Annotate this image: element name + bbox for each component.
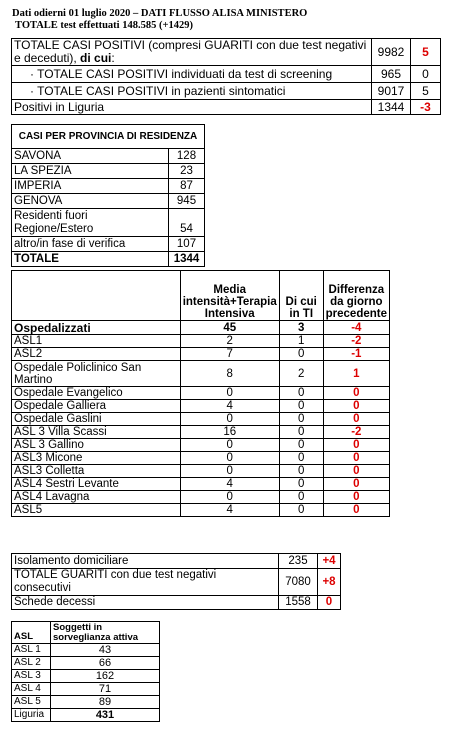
hospital-ti: 2 (279, 361, 323, 387)
surveillance-value: 43 (51, 644, 160, 657)
hospital-row (12, 452, 390, 465)
summary-delta: 5 (411, 83, 441, 100)
province-value: 945 (169, 194, 205, 209)
hospital-row (12, 426, 390, 439)
summary-label: Positivi in Liguria (12, 100, 372, 115)
summary-row (12, 100, 441, 115)
province-table (11, 124, 205, 267)
hospital-media: 0 (180, 413, 279, 426)
surveillance-value: 71 (51, 683, 160, 696)
isolation-table (11, 553, 341, 610)
report-date-title: Dati odierni 01 luglio 2020 – DATI FLUSSO ALISA MINISTERO (12, 8, 308, 19)
hospital-diff: 0 (323, 478, 389, 491)
province-name: IMPERIA (12, 179, 169, 194)
surveillance-row (12, 644, 160, 657)
hospital-diff: -1 (323, 348, 389, 361)
surveillance-asl: ASL 4 (12, 683, 51, 696)
surveillance-row (12, 696, 160, 709)
province-value: 87 (169, 179, 205, 194)
hospital-diff: 0 (323, 504, 389, 517)
hospital-row (12, 439, 390, 452)
surveillance-total-label: Liguria (12, 709, 51, 722)
hospital-diff: 0 (323, 439, 389, 452)
hospital-diff: 0 (323, 387, 389, 400)
hospital-media: 0 (180, 387, 279, 400)
hospital-media: 2 (180, 335, 279, 348)
hospital-diff: 1 (323, 361, 389, 387)
hospital-header-media: Media intensità+Terapia Intensiva (180, 271, 279, 321)
province-value: 107 (169, 237, 205, 252)
hospital-ti: 0 (279, 504, 323, 517)
summary-value: 965 (372, 66, 411, 83)
hospital-media: 7 (180, 348, 279, 361)
summary-label: · TOTALE CASI POSITIVI in pazienti sintomatici (12, 83, 372, 100)
isolation-value: 235 (279, 554, 318, 569)
province-value: 54 (169, 209, 205, 237)
hospital-media: 0 (180, 491, 279, 504)
hospital-ti: 1 (279, 335, 323, 348)
hospital-media: 0 (180, 439, 279, 452)
isolation-label: TOTALE GUARITI con due test negativi consecutivi (12, 569, 279, 596)
hospital-row (12, 478, 390, 491)
surveillance-asl: ASL 3 (12, 670, 51, 683)
hospital-total-ti: 3 (279, 321, 323, 335)
hospital-table (11, 270, 390, 517)
summary-row (12, 39, 441, 66)
summary-delta: 0 (411, 66, 441, 83)
hospital-name: Ospedale Policlinico San Martino (12, 361, 181, 387)
hospital-media: 16 (180, 426, 279, 439)
hospital-row (12, 465, 390, 478)
hospital-ti: 0 (279, 348, 323, 361)
hospital-name: ASL3 Micone (12, 452, 181, 465)
summary-label: TOTALE CASI POSITIVI (compresi GUARITI con due test negativi e deceduti), di cui: (12, 39, 372, 66)
hospital-row (12, 348, 390, 361)
province-name: LA SPEZIA (12, 164, 169, 179)
hospital-media: 0 (180, 465, 279, 478)
hospital-header-diff: Differenza da giorno precedente (323, 271, 389, 321)
surveillance-asl: ASL 5 (12, 696, 51, 709)
summary-row (12, 66, 441, 83)
hospital-diff: 0 (323, 413, 389, 426)
hospital-ti: 0 (279, 439, 323, 452)
surveillance-value: 162 (51, 670, 160, 683)
hospital-name: ASL4 Sestri Levante (12, 478, 181, 491)
isolation-label: Isolamento domiciliare (12, 554, 279, 569)
isolation-value: 7080 (279, 569, 318, 596)
surveillance-header-asl: ASL (12, 622, 51, 644)
surveillance-header-value: Soggetti in sorveglianza attiva (51, 622, 160, 644)
hospital-total-diff: -4 (323, 321, 389, 335)
hospital-ti: 0 (279, 465, 323, 478)
province-total-label: TOTALE (12, 252, 169, 267)
surveillance-total-value: 431 (51, 709, 160, 722)
hospital-name: ASL 3 Villa Scassi (12, 426, 181, 439)
province-name: altro/in fase di verifica (12, 237, 169, 252)
hospital-ti: 0 (279, 478, 323, 491)
hospital-diff: 0 (323, 491, 389, 504)
hospital-diff: 0 (323, 465, 389, 478)
hospital-ti: 0 (279, 413, 323, 426)
hospital-name: ASL3 Colletta (12, 465, 181, 478)
summary-row (12, 83, 441, 100)
summary-label: · TOTALE CASI POSITIVI individuati da test di screening (12, 66, 372, 83)
tests-total: TOTALE test effettuati 148.585 (+1429) (15, 20, 193, 31)
hospital-media: 4 (180, 478, 279, 491)
hospital-name: ASL4 Lavagna (12, 491, 181, 504)
province-name: SAVONA (12, 149, 169, 164)
surveillance-table (11, 621, 160, 722)
hospital-media: 8 (180, 361, 279, 387)
surveillance-row (12, 670, 160, 683)
hospital-total-name: Ospedalizzati (12, 321, 181, 335)
summary-value: 1344 (372, 100, 411, 115)
summary-value: 9017 (372, 83, 411, 100)
hospital-diff: -2 (323, 335, 389, 348)
province-name: Residenti fuori Regione/Estero (12, 209, 169, 237)
hospital-name: ASL 3 Gallino (12, 439, 181, 452)
surveillance-asl: ASL 1 (12, 644, 51, 657)
hospital-ti: 0 (279, 387, 323, 400)
isolation-label: Schede decessi (12, 596, 279, 610)
hospital-name: Ospedale Evangelico (12, 387, 181, 400)
isolation-value: 1558 (279, 596, 318, 610)
hospital-row (12, 413, 390, 426)
hospital-name: Ospedale Galliera (12, 400, 181, 413)
isolation-delta: +4 (318, 554, 341, 569)
hospital-total-media: 45 (180, 321, 279, 335)
hospital-ti: 0 (279, 491, 323, 504)
hospital-ti: 0 (279, 400, 323, 413)
report-header (12, 8, 307, 32)
hospital-row (12, 361, 390, 387)
summary-table (11, 38, 441, 115)
hospital-name: Ospedale Gaslini (12, 413, 181, 426)
summary-delta: 5 (411, 39, 441, 66)
summary-value: 9982 (372, 39, 411, 66)
isolation-delta: +8 (318, 569, 341, 596)
surveillance-row (12, 657, 160, 670)
hospital-row (12, 387, 390, 400)
hospital-row (12, 504, 390, 517)
hospital-diff: 0 (323, 452, 389, 465)
hospital-diff: 0 (323, 400, 389, 413)
province-name: GENOVA (12, 194, 169, 209)
surveillance-asl: ASL 2 (12, 657, 51, 670)
surveillance-row (12, 683, 160, 696)
province-value: 23 (169, 164, 205, 179)
hospital-row (12, 491, 390, 504)
province-value: 128 (169, 149, 205, 164)
hospital-ti: 0 (279, 426, 323, 439)
hospital-media: 4 (180, 400, 279, 413)
province-title: CASI PER PROVINCIA DI RESIDENZA (12, 125, 205, 149)
surveillance-value: 89 (51, 696, 160, 709)
hospital-diff: -2 (323, 426, 389, 439)
surveillance-value: 66 (51, 657, 160, 670)
province-total-value: 1344 (169, 252, 205, 267)
hospital-ti: 0 (279, 452, 323, 465)
hospital-header-empty (12, 271, 181, 321)
summary-delta: -3 (411, 100, 441, 115)
hospital-row (12, 335, 390, 348)
hospital-name: ASL2 (12, 348, 181, 361)
hospital-name: ASL1 (12, 335, 181, 348)
hospital-name: ASL5 (12, 504, 181, 517)
hospital-media: 4 (180, 504, 279, 517)
hospital-media: 0 (180, 452, 279, 465)
hospital-row (12, 400, 390, 413)
hospital-header-ti: Di cui in TI (279, 271, 323, 321)
isolation-delta: 0 (318, 596, 341, 610)
